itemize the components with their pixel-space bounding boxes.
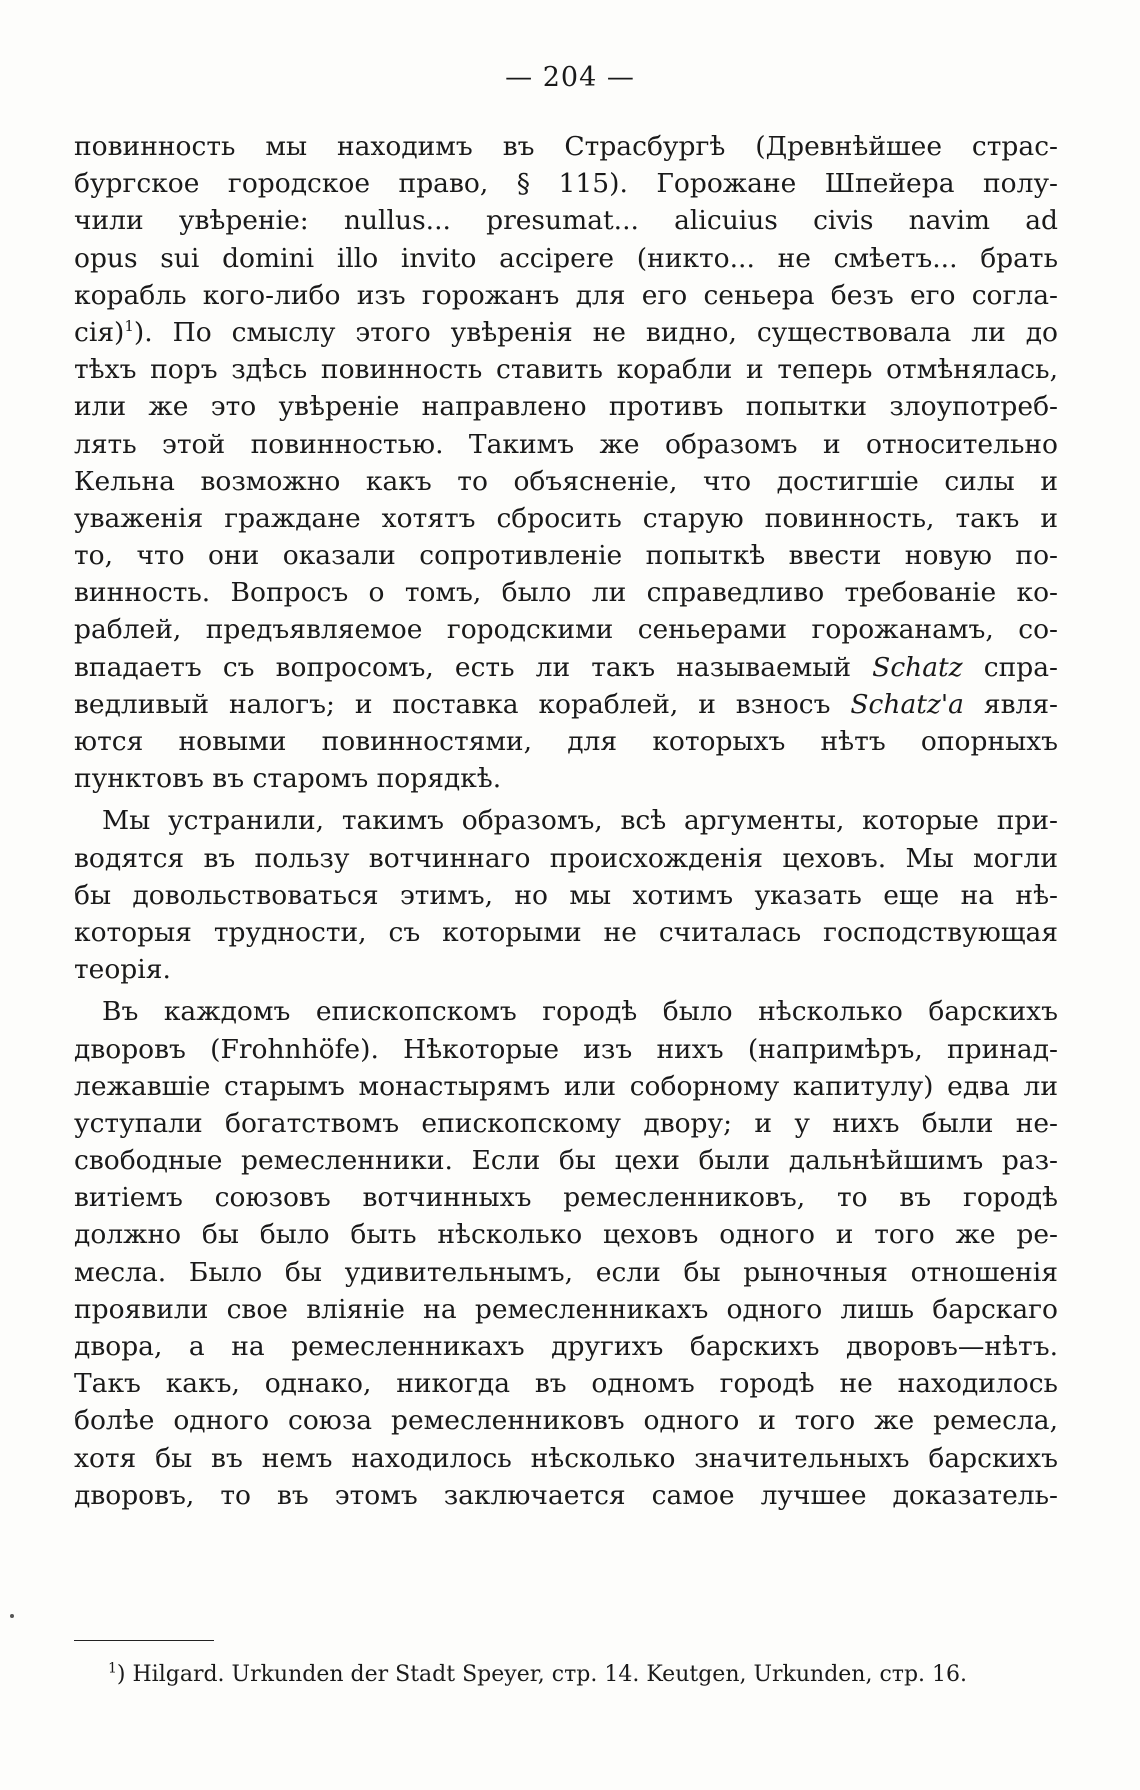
text-line: бы довольствоваться этимъ, но мы хотимъ указать еще на нѣ- xyxy=(74,879,1058,911)
footnote-reference: 1 xyxy=(124,317,134,336)
text-line: теорія. xyxy=(74,954,171,986)
text-line: дворовъ (Frohnhöfe). Нѣкоторые изъ нихъ (напримѣръ, принад- xyxy=(74,1033,1058,1065)
footnote-marker: 1 xyxy=(108,1660,117,1677)
text-line: винность. Вопросъ о томъ, было ли справедливо требованіе ко- xyxy=(74,577,1058,609)
text-line: то, что они оказали сопротивленіе попыткѣ ввести новую по- xyxy=(74,540,1058,572)
text-line: которыя трудности, съ которыми не считалась господствующая xyxy=(74,916,1058,948)
text-line: раблей, предъявляемое городскими сеньерами горожанамъ, со- xyxy=(74,614,1058,646)
text-line: лежавшіе старымъ монастырямъ или соборному капитулу) едва ли xyxy=(74,1070,1058,1102)
text-line: Мы устранили, такимъ образомъ, всѣ аргументы, которые при- xyxy=(102,805,1058,837)
text-line: двора, а на ремесленникахъ другихъ барскихъ дворовъ—нѣтъ. xyxy=(74,1331,1058,1362)
text-line: Кельна возможно какъ то объясненіе, что достигшіе силы и xyxy=(74,465,1058,497)
text-line: уступали богатствомъ епископскому двору; и у нихъ были не- xyxy=(74,1107,1058,1139)
text-line: водятся въ пользу вотчиннаго происхожденія цеховъ. Мы могли xyxy=(74,842,1058,874)
italic-term: Schatz xyxy=(872,651,963,683)
text-line-with-italic xyxy=(74,649,1058,686)
text-line: или же это увѣреніе направлено противъ попытки злоупотреб- xyxy=(74,391,1058,423)
text-line: витіемъ союзовъ вотчинныхъ ремесленниковъ, то въ городѣ xyxy=(74,1182,1058,1214)
text-line: тѣхъ поръ здѣсь повинность ставить корабли и теперь отмѣнялась, xyxy=(74,354,1058,386)
text-line: дворовъ, то въ этомъ заключается самое лучшее доказатель- xyxy=(74,1479,1058,1511)
text-fragment: впадаетъ съ вопросомъ, есть ли такъ называемый xyxy=(74,651,873,683)
text-line: opus sui domini illo invito accipere (никто... не смѣетъ... брать xyxy=(74,242,1058,274)
text-line: болѣе одного союза ремесленниковъ одного и того же ремесла, xyxy=(74,1405,1058,1437)
text-fragment: сія) xyxy=(74,316,125,348)
text-line: лять этой повинностью. Такимъ же образомъ и относительно xyxy=(74,428,1058,460)
print-speck xyxy=(10,1614,14,1618)
text-line: ются новыми повинностями, для которыхъ нѣтъ опорныхъ xyxy=(74,726,1058,757)
text-line: чили увѣреніе: nullus... presumat... alicuius civis navim ad xyxy=(74,205,1058,237)
text-line: бургское городское право, § 115). Горожане Шпейера полу- xyxy=(74,168,1058,200)
text-line: Въ каждомъ епископскомъ городѣ было нѣсколько барскихъ xyxy=(102,996,1058,1028)
text-line-with-footnote-ref xyxy=(74,314,1058,351)
body-text xyxy=(74,128,1058,1516)
text-line: месла. Было бы удивительнымъ, если бы рыночныя отношенія xyxy=(74,1256,1058,1288)
text-fragment: явля- xyxy=(963,688,1058,720)
text-line: Такъ какъ, однако, никогда въ одномъ городѣ не находилось xyxy=(74,1368,1058,1400)
paragraph-3 xyxy=(74,993,1058,1514)
text-fragment: спра- xyxy=(962,651,1058,683)
page-number: — 204 — xyxy=(505,62,635,93)
text-line: уваженія граждане хотятъ сбросить старую повинность, такъ и xyxy=(74,502,1058,534)
text-line-with-italic xyxy=(74,686,1058,723)
text-line: корабль кого-либо изъ горожанъ для его сеньера безъ его согла- xyxy=(74,279,1058,311)
footnote-divider xyxy=(74,1640,214,1641)
paragraph-1 xyxy=(74,128,1058,797)
paragraph-2 xyxy=(74,802,1058,988)
text-fragment: ведливый налогъ; и поставка кораблей, и взносъ xyxy=(74,688,851,720)
text-line: свободные ремесленники. Если бы цехи были дальнѣйшимъ раз- xyxy=(74,1145,1058,1177)
text-line: должно бы было быть нѣсколько цеховъ одного и того же ре- xyxy=(74,1219,1058,1251)
text-fragment: ). По смыслу этого увѣренія не видно, существовала ли до xyxy=(133,316,1058,348)
footnote-text: ) Hilgard. Urkunden der Stadt Speyer, стр. 14. Keutgen, Urkunden, стр. 16. xyxy=(116,1662,968,1687)
italic-term: Schatz'a xyxy=(850,688,964,720)
text-line: пунктовъ въ старомъ порядкѣ. xyxy=(74,763,502,795)
footnote xyxy=(108,1660,1058,1690)
text-line: проявили свое вліяніе на ремесленникахъ одного лишь барскаго xyxy=(74,1293,1058,1325)
text-line: повинность мы находимъ въ Страсбургѣ (Древнѣйшее страс- xyxy=(74,131,1058,162)
text-line: хотя бы въ немъ находилось нѣсколько значительныхъ барскихъ xyxy=(74,1442,1058,1474)
